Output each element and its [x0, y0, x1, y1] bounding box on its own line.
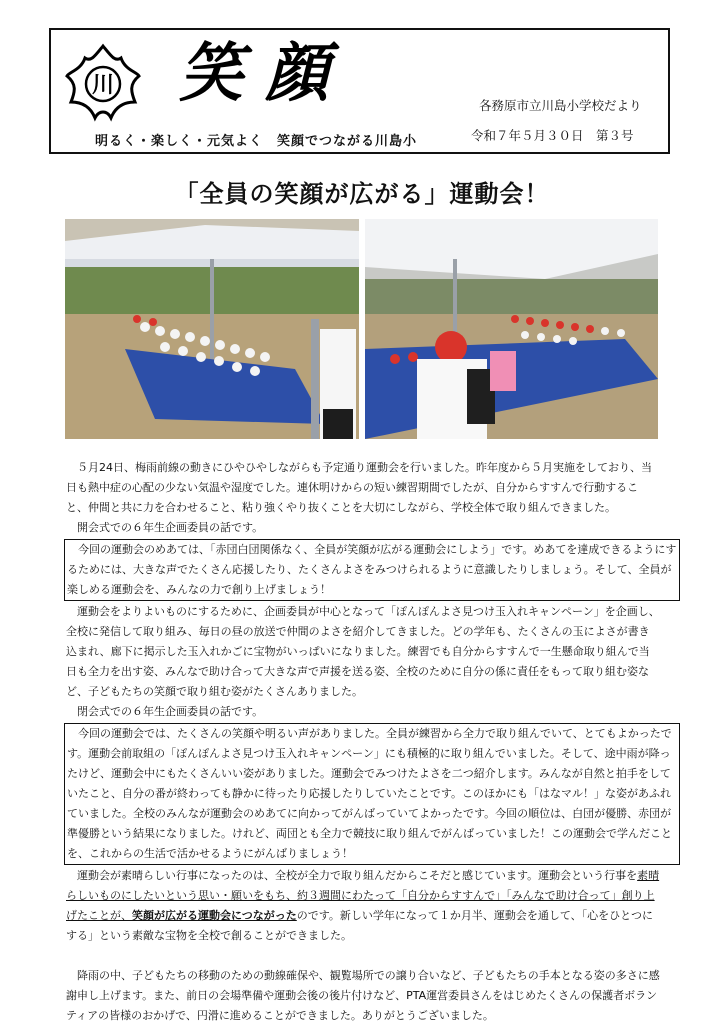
summary-part-3: のです。新しい学年になって１か月半、運動会を通して、「心をひとつにする」という素敵な宝物を全校で創ることができました。	[66, 909, 653, 942]
summary-part-1: 運動会が素晴らしい行事になったのは、全校が全力で取り組んだからこそだと感じています。運動会という行事を	[77, 869, 638, 882]
opening-speech-text: 今回の運動会のめあては、「赤団白団関係なく、全員が笑顔が広がる運動会にしよう」です。めあてを達成できるようにするためには、大きな声でたくさん応援したり、たくさんよさをみつけられるように意識したりしましょう。そして、全員が楽しめる運動会を、みんなの力で創り上げましょう！	[67, 543, 677, 596]
article-body	[66, 458, 677, 1026]
opening-speech-label: 開会式での６年生企画委員の話です。	[77, 521, 264, 534]
school-slogan: 明るく・楽しく・元気よく 笑顔でつながる川島小	[95, 134, 418, 149]
paragraph-intro: ５月24日、梅雨前線の動きにひやひやしながらも予定通り運動会を行いました。昨年度から５月実施をしており、当日も熱中症の心配の少ない気温や湿度でした。連休明けからの短い練習期間でしたが、自分からすすんで行動すること、仲間と共に力を合わせること、粘り強くやり抜くことを大切にしながら、学校全体で取り組んできました。	[66, 461, 652, 514]
closing-speech-text: 今回の運動会では、たくさんの笑顔や明るい声がありました。全員が練習から全力で取り組んでいて、とてもよかったです。運動会前取組の「ぽんぽんよさ見つけ玉入れキャンペーン」にも積極的に取り組んでいました。そして、途中雨が降ったけど、運動会中にもたくさんいい姿がありました。運動会でみつけたよさを二つ紹介します。みんなが自然と拍手をしていたこと、自分の番が終わっても静かに待ったり応援したりしていたことです。このほかにも「はなマル！」な姿があふれていました。全校のみんなが運動会のめあてに向かってがんばっていてよかったです。今回の順位は、白団が優勝、赤団が準優勝という結果になりました。けれど、両団とも全力で競技に取り組んでがんばっていました！この運動会で学んだことを、これからの生活で活かせるようにがんばりましょう！	[67, 727, 672, 860]
emblem-text: 川	[91, 73, 115, 98]
article-headline: 「全員の笑顔が広がる」運動会！	[174, 180, 550, 208]
newsletter-title: 笑顔	[179, 37, 351, 111]
photo-left	[65, 219, 359, 439]
paragraph-campaign: 運動会をよりよいものにするために、企画委員が中心となって「ぽんぽんよさ見つけ玉入れキャンペーン」を企画し、全校に発信して取り組み、毎日の昼の放送で仲間のよさを紹介してきました。どの学年も、たくさんの玉によさが書き込まれ、廊下に掲示した玉入れかごに宝物がいっぱいになりました。練習でも自分からすすんで一生懸命取り組んで当日も全力を出す姿、みんなで助け合って大きな声で声援を送る姿、全校のために自分の係に責任をもって取り組む姿など、子どもたちの笑顔で取り組む姿がたくさんありました。	[66, 605, 660, 698]
school-emblem-icon	[63, 42, 143, 122]
issue-date: 令和７年５月３０日 第３号	[471, 128, 634, 143]
opening-speech-box	[64, 539, 680, 601]
school-name: 各務原市立川島小学校だより	[479, 98, 642, 113]
summary-part-2: 素晴らしいものにしたいという思い・願いをもち、約３週間にわたって「自分からすすんで」「みんなで助け合って」創り上げたことが、	[66, 869, 660, 922]
paragraph-summary	[66, 866, 660, 946]
photo-right	[365, 219, 658, 439]
closing-speech-label: 閉会式での６年生企画委員の話です。	[77, 705, 264, 718]
summary-emphasis: 笑顔が広がる運動会につながった	[132, 909, 297, 922]
closing-speech-box	[64, 723, 680, 865]
paragraph-thanks: 降雨の中、子どもたちの移動のための動線確保や、観覧場所での譲り合いなど、子どもたちの手本となる姿の多さに感謝申し上げます。また、前日の会場準備や運動会後の後片付けなど、PTA運営委員さんをはじめたくさんの保護者ボランティアの皆様のおかげで、円滑に進めることができました。ありがとうございました。	[66, 969, 660, 1022]
newsletter-header	[49, 28, 670, 154]
